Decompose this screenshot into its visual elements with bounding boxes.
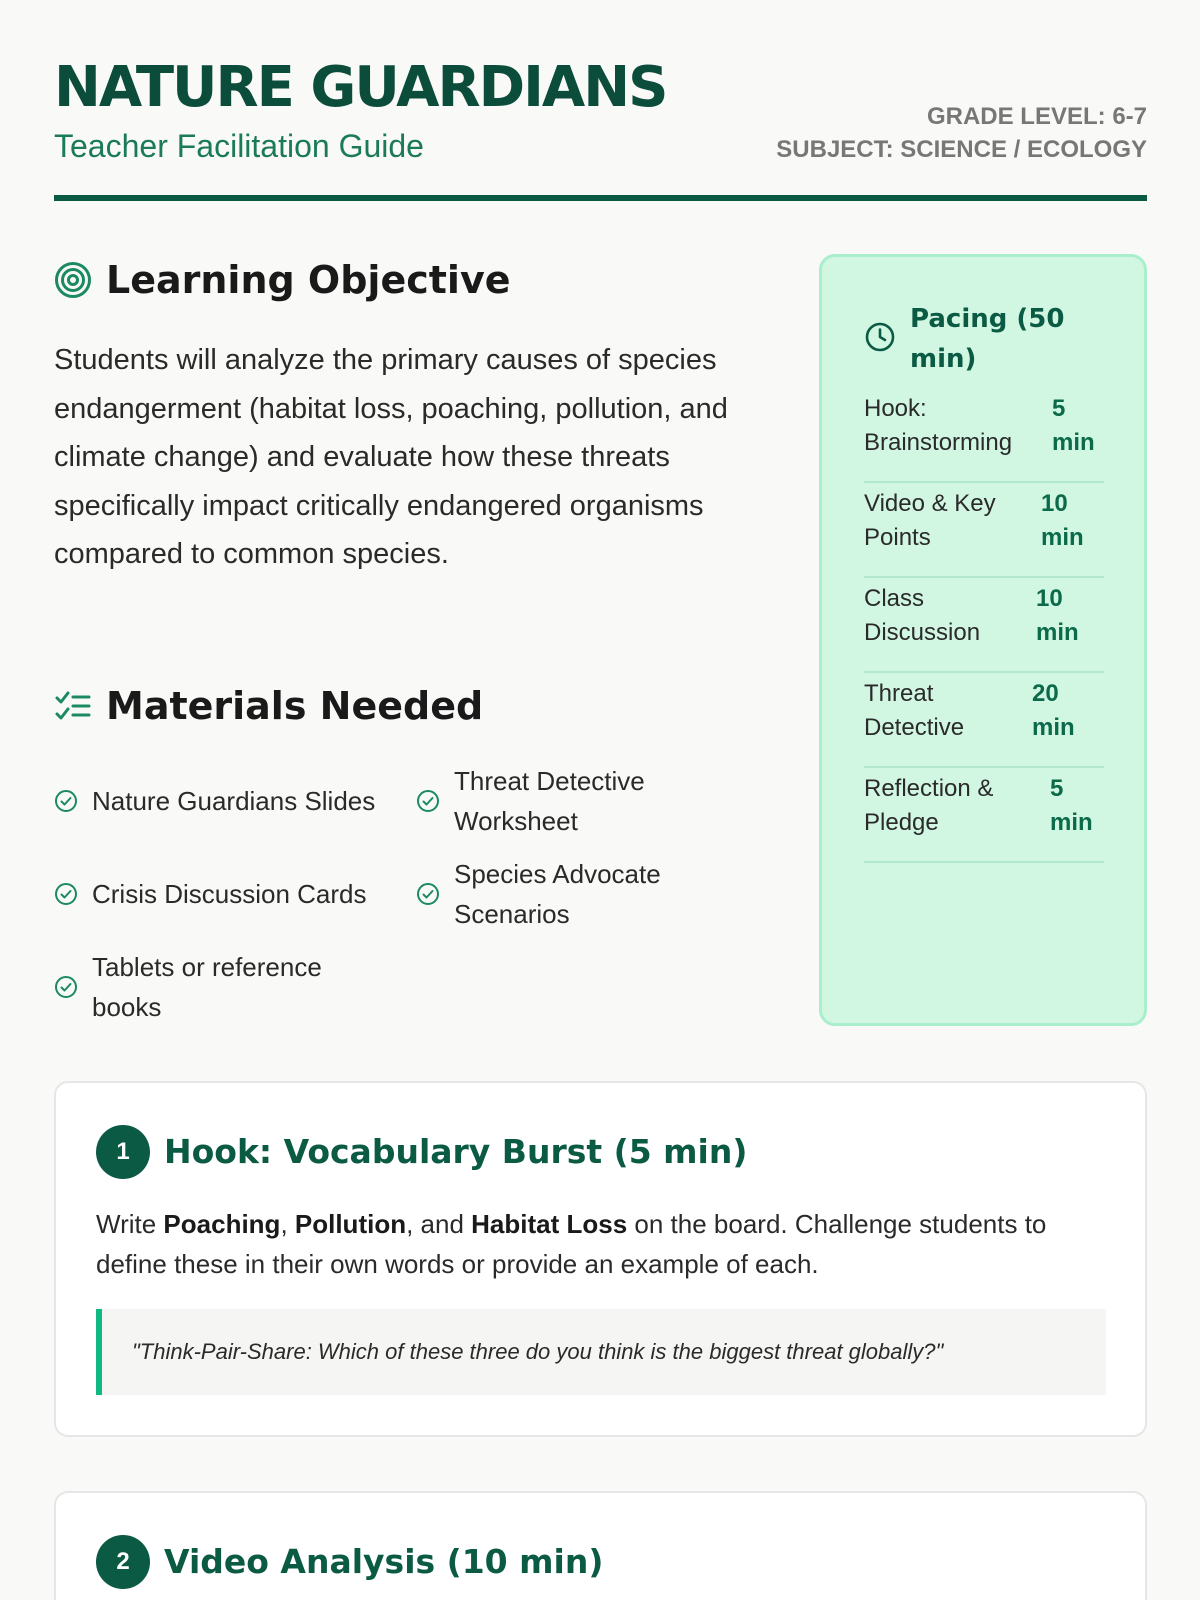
pacing-row — [864, 673, 1104, 768]
check-circle-icon — [54, 975, 78, 999]
target-icon — [54, 261, 92, 299]
pacing-duration: 5 min — [1052, 395, 1095, 456]
pacing-row — [864, 578, 1104, 673]
subject: SUBJECT: SCIENCE / ECOLOGY — [776, 136, 1147, 163]
step-title: Hook: Vocabulary Burst (5 min) — [164, 1132, 748, 1171]
step-number: 1 — [96, 1125, 150, 1179]
list-item — [54, 874, 394, 914]
pacing-duration: 10 min — [1036, 585, 1079, 646]
objective-title: Learning Objective — [106, 258, 511, 302]
material-label: Nature Guardians Slides — [92, 786, 376, 816]
pacing-row — [864, 483, 1104, 578]
pacing-title: Pacing (50 min) — [910, 304, 1065, 374]
material-label: Threat Detective Worksheet — [454, 766, 645, 836]
check-circle-icon — [416, 882, 440, 906]
list-item — [54, 781, 394, 821]
clock-icon — [864, 321, 896, 353]
pacing-heading — [864, 299, 1080, 379]
step-number: 2 — [96, 1535, 150, 1589]
list-item — [54, 947, 374, 1027]
pacing-label: Hook: Brainstorming — [864, 395, 1013, 456]
page-title: NATURE GUARDIANS — [54, 55, 667, 120]
pacing-row — [864, 388, 1104, 483]
list-item — [416, 854, 706, 934]
lesson-meta — [776, 100, 1147, 166]
pacing-label: Threat Detective — [864, 680, 965, 741]
materials-heading — [54, 684, 483, 728]
pacing-label: Class Discussion — [864, 585, 981, 646]
step-quote: "Think-Pair-Share: Which of these three do you think is the biggest threat globally?" — [96, 1309, 1106, 1395]
pacing-duration: 20 min — [1032, 680, 1075, 741]
material-label: Tablets or reference books — [92, 952, 322, 1022]
step-card — [54, 1081, 1147, 1437]
step-body: Write Poaching, Pollution, and Habitat Loss on the board. Challenge students to define these in their own words or provide an example of each. — [96, 1209, 1047, 1279]
pacing-row — [864, 768, 1104, 863]
objective-heading — [54, 258, 511, 302]
step-title: Video Analysis (10 min) — [164, 1542, 604, 1581]
check-circle-icon — [54, 882, 78, 906]
list-item — [416, 761, 706, 841]
objective-text: Students will analyze the primary causes of species endangerment (habitat loss, poaching, pollution, and climate change) and evaluate how these threats specifically impact critically endangered organisms compared to common species. — [54, 344, 728, 570]
pacing-duration: 10 min — [1041, 490, 1084, 551]
step-card — [54, 1491, 1147, 1600]
material-label: Species Advocate Scenarios — [454, 859, 661, 929]
page-subtitle: Teacher Facilitation Guide — [54, 128, 424, 164]
page-header — [54, 56, 1147, 201]
check-circle-icon — [54, 789, 78, 813]
pacing-label: Reflection & Pledge — [864, 775, 994, 836]
material-label: Crisis Discussion Cards — [92, 879, 367, 909]
materials-title: Materials Needed — [106, 684, 484, 728]
grade-level: GRADE LEVEL: 6-7 — [926, 103, 1147, 130]
checklist-icon — [54, 687, 92, 725]
pacing-duration: 5 min — [1050, 775, 1093, 836]
check-circle-icon — [416, 789, 440, 813]
pacing-card — [819, 254, 1147, 1026]
pacing-label: Video & Key Points — [864, 490, 996, 551]
